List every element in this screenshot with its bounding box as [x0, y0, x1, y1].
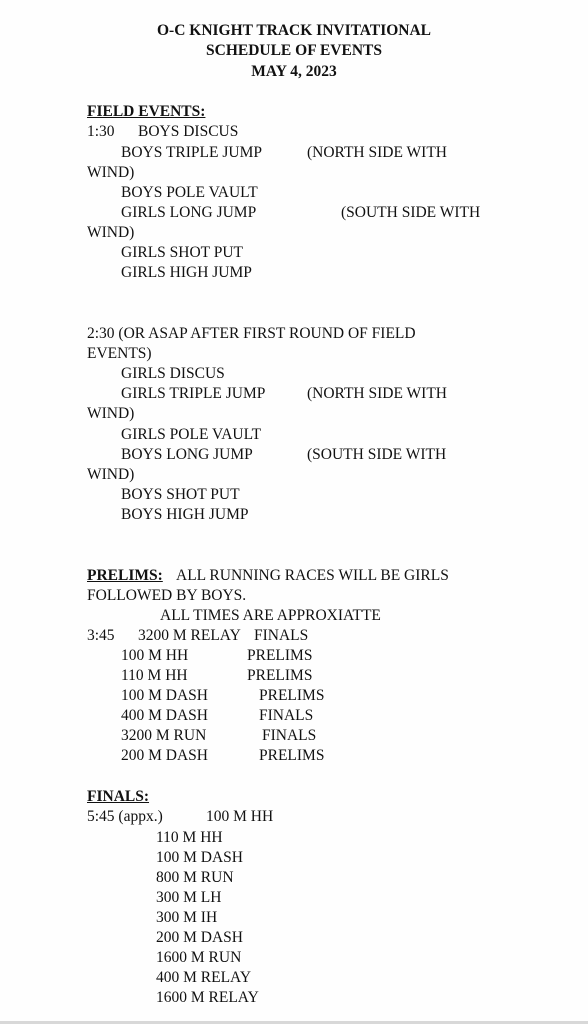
- field-location-note-wrap: WIND): [87, 405, 135, 422]
- field-event: BOYS LONG JUMP: [121, 446, 253, 463]
- field-location-note: (NORTH SIDE WITH: [307, 385, 447, 402]
- field-event: GIRLS POLE VAULT: [121, 426, 262, 443]
- finals-time: 5:45 (appx.): [87, 808, 163, 825]
- prelims-event: 100 M DASH: [121, 687, 208, 704]
- finals-event: 800 M RUN: [156, 869, 234, 886]
- title-line-1: O-C KNIGHT TRACK INVITATIONAL: [156, 22, 432, 39]
- finals-event: 1600 M RUN: [156, 949, 242, 966]
- field-time-1: 1:30: [87, 123, 115, 140]
- prelims-round: PRELIMS: [259, 687, 325, 704]
- title-line-2: SCHEDULE OF EVENTS: [206, 42, 382, 59]
- field-location-note-wrap: WIND): [87, 164, 135, 181]
- prelims-round: FINALS: [262, 727, 317, 744]
- prelims-times-note: ALL TIMES ARE APPROXIATTE: [160, 607, 381, 624]
- field-event: BOYS HIGH JUMP: [121, 506, 249, 523]
- field-event: GIRLS LONG JUMP: [121, 204, 257, 221]
- finals-event: 400 M RELAY: [156, 969, 252, 986]
- finals-event: 200 M DASH: [156, 929, 243, 946]
- finals-event: 1600 M RELAY: [156, 989, 259, 1006]
- field-time-2-wrap: EVENTS): [87, 345, 152, 362]
- finals-heading: FINALS:: [87, 788, 150, 805]
- finals-event: 300 M LH: [156, 889, 222, 906]
- prelims-round: FINALS: [254, 627, 309, 644]
- finals-event: 100 M DASH: [156, 849, 243, 866]
- field-event: BOYS DISCUS: [138, 123, 239, 140]
- finals-event: 110 M HH: [156, 829, 223, 846]
- prelims-round: PRELIMS: [259, 747, 325, 764]
- title-date: MAY 4, 2023: [251, 63, 337, 80]
- field-time-2: 2:30 (OR ASAP AFTER FIRST ROUND OF FIELD: [87, 325, 416, 342]
- field-event: GIRLS SHOT PUT: [121, 244, 244, 261]
- finals-event: 100 M HH: [206, 808, 274, 825]
- prelims-round: PRELIMS: [247, 667, 313, 684]
- finals-event: 300 M IH: [156, 909, 218, 926]
- field-location-note: (SOUTH SIDE WITH: [307, 446, 447, 463]
- field-event: GIRLS TRIPLE JUMP: [121, 385, 266, 402]
- prelims-round: FINALS: [259, 707, 314, 724]
- field-location-note-wrap: WIND): [87, 224, 135, 241]
- field-event: BOYS POLE VAULT: [121, 184, 258, 201]
- prelims-event: 100 M HH: [121, 647, 189, 664]
- field-event: GIRLS HIGH JUMP: [121, 264, 252, 281]
- field-location-note-wrap: WIND): [87, 466, 135, 483]
- prelims-round: PRELIMS: [247, 647, 313, 664]
- prelims-description-wrap: FOLLOWED BY BOYS.: [87, 587, 247, 604]
- prelims-event: 200 M DASH: [121, 747, 208, 764]
- field-event: BOYS TRIPLE JUMP: [121, 144, 262, 161]
- field-location-note: (NORTH SIDE WITH: [307, 144, 447, 161]
- prelims-event: 110 M HH: [121, 667, 188, 684]
- prelims-event: 3200 M RUN: [121, 727, 207, 744]
- prelims-event: 400 M DASH: [121, 707, 208, 724]
- field-location-note: (SOUTH SIDE WITH: [341, 204, 481, 221]
- field-event: GIRLS DISCUS: [121, 365, 225, 382]
- prelims-event: 3200 M RELAY: [138, 627, 241, 644]
- prelims-time: 3:45: [87, 627, 115, 644]
- prelims-heading: PRELIMS:: [87, 567, 163, 584]
- field-event: BOYS SHOT PUT: [121, 486, 240, 503]
- prelims-description: ALL RUNNING RACES WILL BE GIRLS: [176, 567, 449, 584]
- field-events-heading: FIELD EVENTS:: [87, 103, 206, 120]
